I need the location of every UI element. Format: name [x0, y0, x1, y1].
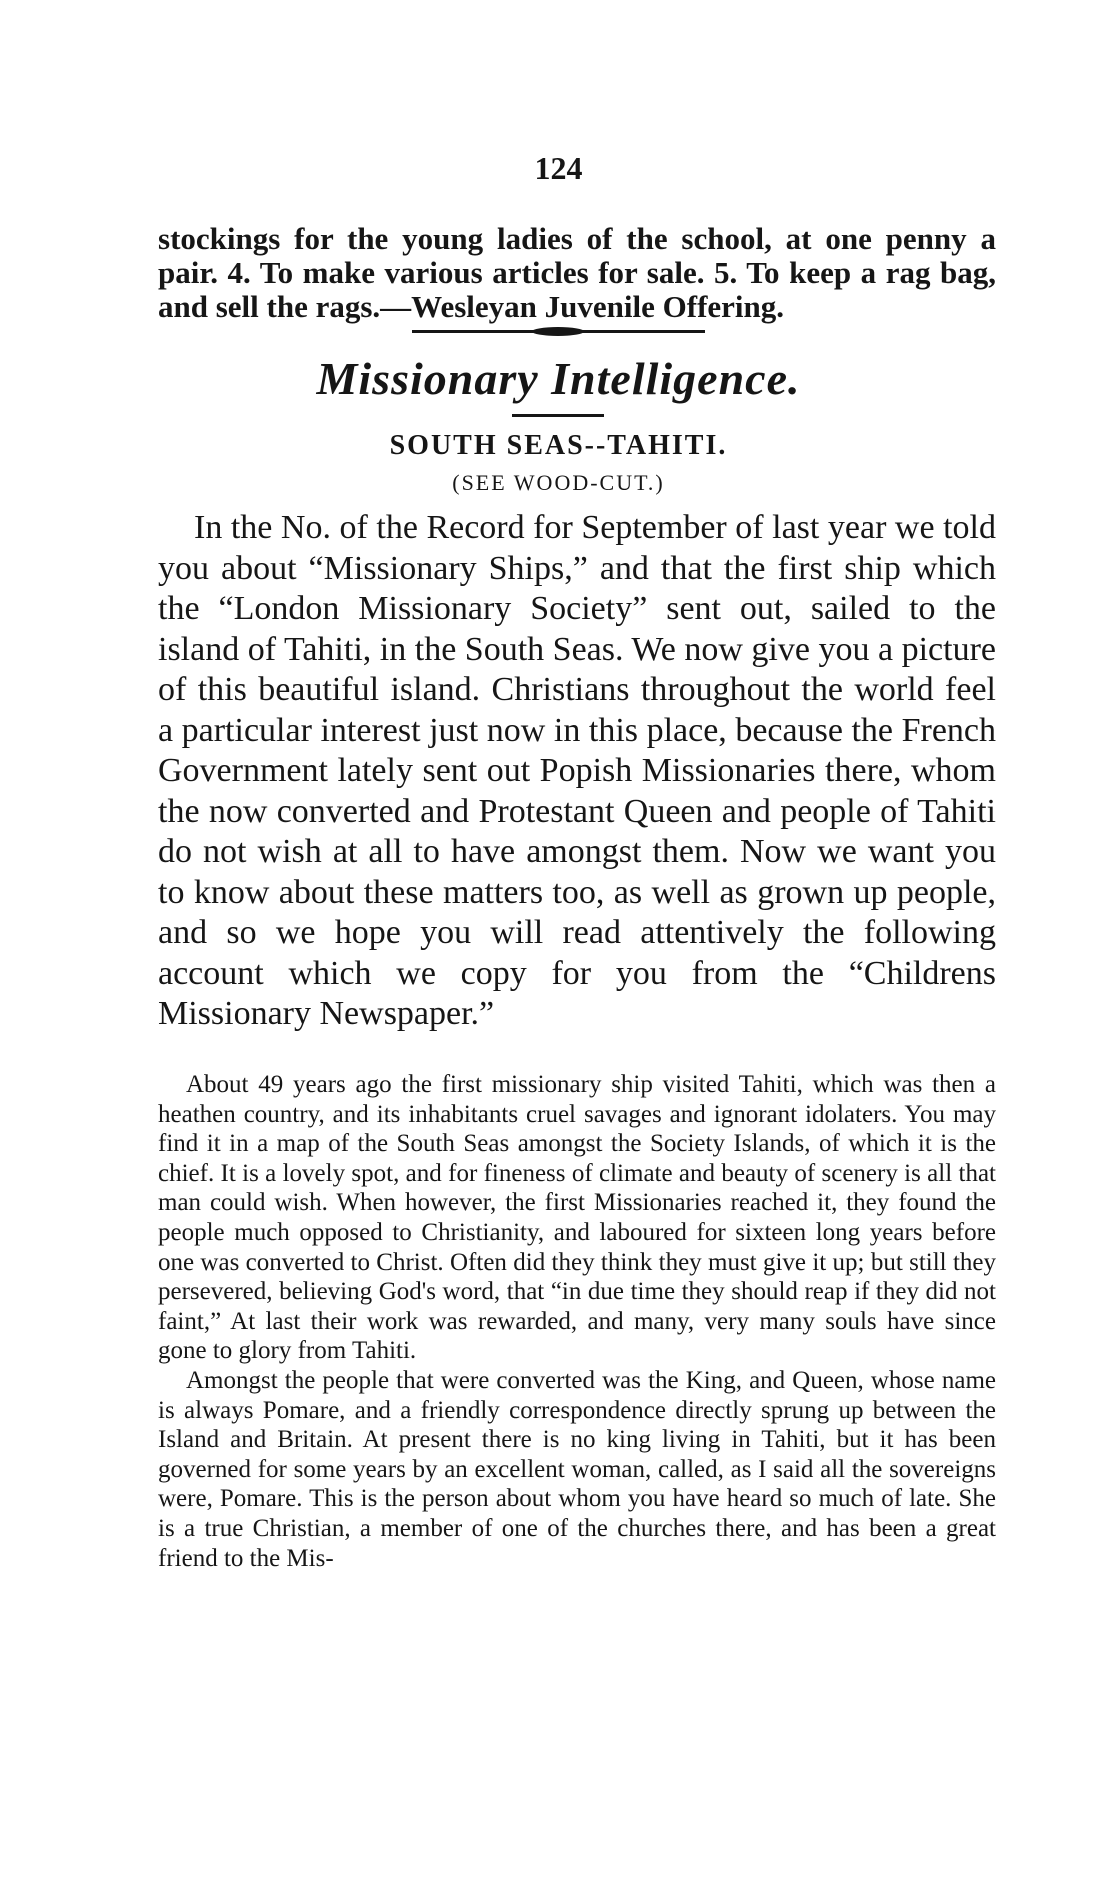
quoted-account	[158, 1070, 996, 1573]
ornamental-divider	[412, 330, 705, 333]
intro-paragraph: In the No. of the Record for September of last year we told you about “Missionary Ships,” and that the first ship which the “London Missionary Society” sent out, sailed to the island of Tahiti, in the South Seas. We now give you a picture of this beautiful island. Christians throughout the world feel a particular interest just now in this place, because the French Government lately sent out Popish Missionaries there, whom the now converted and Protestant Queen and people of Tahiti do not wish at all to have amongst them. Now we want you to know about these matters too, as well as grown up people, and so we hope you will read attentively the following account which we copy for you from the “Childrens Missionary Newspaper.”	[158, 509, 996, 1032]
section-heading: Missionary Intelligence.	[316, 353, 801, 404]
account-paragraph-1: About 49 years ago the first missionary ship visited Tahiti, which was then a heathen country, and its inhabitants cruel savages and ignorant idolaters. You may find it in a map of the South Seas amongst the Society Islands, of which it is the chief. It is a lovely spot, and for fineness of climate and beauty of scenery is all that man could wish. When however, the first Missionaries reached it, they found the people much opposed to Christianity, and laboured for sixteen long years before one was converted to Christ. Often did they think they must give it up; but still they persevered, believing God's word, that “in due time they should reap if they did not faint,” At last their work was rewarded, and many, very many souls have since gone to glory from Tahiti.	[158, 1071, 996, 1365]
woodcut-note: (SEE WOOD-CUT.)	[452, 470, 665, 495]
account-paragraph-2: Amongst the people that were converted was the King, and Queen, whose name is always Pomare, and a friendly correspondence directly sprung up between the Island and Britain. At present there is no king living in Tahiti, but it has been governed for some years by an excellent woman, called, as I said all the sovereigns were, Pomare. This is the person about whom you have heard so much of late. She is a true Christian, a member of one of the churches there, and has been a great friend to the Mis-	[158, 1366, 996, 1572]
article-title: SOUTH SEAS--TAHITI.	[389, 430, 728, 461]
continued-text	[158, 222, 996, 324]
continued-paragraph: stockings for the young ladies of the school, at one penny a pair. 4. To make various articles for sale. 5. To keep a rag bag, and sell the rags.—Wesleyan Juvenile Offering.	[158, 221, 996, 324]
page-number: 124	[534, 150, 583, 186]
intro-section	[158, 508, 996, 1035]
heading-underline	[512, 414, 604, 417]
